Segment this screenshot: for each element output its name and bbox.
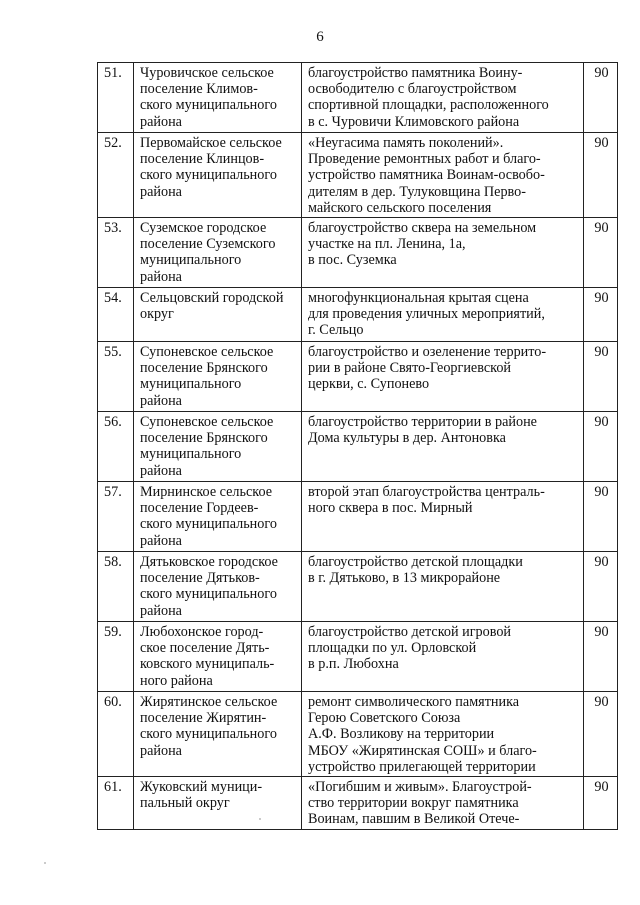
project-description: благоустройство и озеленение террито- рии в районе Свято-Георгиевской церкви, с. Супонево [302,342,584,412]
project-description: благоустройство территории в районе Дома культуры в дер. Антоновка [302,412,584,482]
table-row [98,412,618,482]
projects-table [97,62,618,830]
municipality-name: Чуровичское сельское поселение Климов- ского муниципального района [134,63,302,133]
row-number: 58. [98,552,134,622]
project-description: благоустройство сквера на земельном участке на пл. Ленина, 1а, в пос. Суземка [302,218,584,288]
municipality-name: Мирнинское сельское поселение Гордеев- ского муниципального района [134,482,302,552]
project-description: благоустройство детской площадки в г. Дятьково, в 13 микрорайоне [302,552,584,622]
project-amount: 90 [584,63,618,133]
row-number: 52. [98,133,134,218]
table-row [98,133,618,218]
municipality-name: Суземское городское поселение Суземского муниципального района [134,218,302,288]
table-row [98,288,618,342]
table-row [98,482,618,552]
project-amount: 90 [584,412,618,482]
municipality-name: Супоневское сельское поселение Брянского муниципального района [134,342,302,412]
table-row [98,552,618,622]
row-number: 56. [98,412,134,482]
table-row [98,777,618,830]
project-amount: 90 [584,482,618,552]
scan-speck [259,818,261,820]
row-number: 53. [98,218,134,288]
project-amount: 90 [584,552,618,622]
project-amount: 90 [584,288,618,342]
row-number: 61. [98,777,134,830]
municipality-name: Жирятинское сельское поселение Жирятин- ского муниципального района [134,692,302,777]
table-row [98,63,618,133]
project-description: второй этап благоустройства централь- ного сквера в пос. Мирный [302,482,584,552]
municipality-name: Супоневское сельское поселение Брянского муниципального района [134,412,302,482]
row-number: 60. [98,692,134,777]
project-amount: 90 [584,777,618,830]
row-number: 57. [98,482,134,552]
project-description: благоустройство детской игровой площадки по ул. Орловской в р.п. Любохна [302,622,584,692]
row-number: 59. [98,622,134,692]
row-number: 51. [98,63,134,133]
municipality-name: Сельцовский городской округ [134,288,302,342]
project-description: многофункциональная крытая сцена для проведения уличных мероприятий, г. Сельцо [302,288,584,342]
municipality-name: Дятьковское городское поселение Дятьков- ского муниципального района [134,552,302,622]
project-description: благоустройство памятника Воину- освободителю с благоустройством спортивной площадки, расположенного в с. Чуровичи Климовского района [302,63,584,133]
municipality-name: Первомайское сельское поселение Клинцов- ского муниципального района [134,133,302,218]
scan-speck [44,862,46,864]
row-number: 54. [98,288,134,342]
municipality-name: Жуковский муници- пальный округ [134,777,302,830]
project-description: «Погибшим и живым». Благоустрой- ство территории вокруг памятника Воинам, павшим в Великой Отече- [302,777,584,830]
table-row [98,622,618,692]
project-description: «Неугасима память поколений». Проведение ремонтных работ и благо- устройство памятника Воинам-освобо- дителям в дер. Тулуковщина Перво- майского сельского поселения [302,133,584,218]
project-amount: 90 [584,622,618,692]
page-number: 6 [316,29,324,45]
project-amount: 90 [584,692,618,777]
row-number: 55. [98,342,134,412]
project-amount: 90 [584,218,618,288]
project-amount: 90 [584,342,618,412]
table-row [98,342,618,412]
project-description: ремонт символического памятника Герою Советского Союза А.Ф. Возликову на территории МБОУ «Жирятинская СОШ» и благо- устройство прилегающей территории [302,692,584,777]
municipality-name: Любохонское город- ское поселение Дять- ковского муниципаль- ного района [134,622,302,692]
table-row [98,218,618,288]
table-row [98,692,618,777]
project-amount: 90 [584,133,618,218]
